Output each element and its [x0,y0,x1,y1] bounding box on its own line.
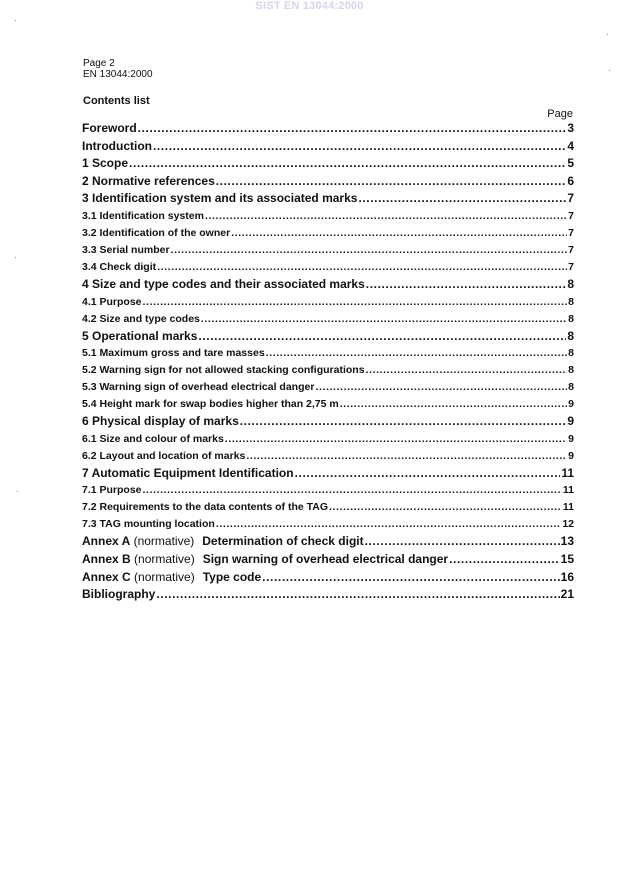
scan-speck: · [16,487,19,496]
toc-entry-title: Annex A (normative) Determination of check digit [82,534,364,549]
dot-leader [153,138,566,156]
toc-entry[interactable] [82,173,574,191]
toc-page-number: 9 [567,414,574,429]
toc-entry[interactable] [82,242,574,259]
toc-entry-title: Bibliography [82,587,156,602]
dot-leader [216,173,567,191]
toc-entry[interactable] [82,431,574,448]
dot-leader [266,345,567,362]
toc-entry-title: 7.1 Purpose [82,484,142,497]
toc-entry[interactable] [82,551,574,569]
toc-entry[interactable] [82,225,574,242]
toc-entry[interactable] [82,396,574,413]
toc-page-number: 11 [562,484,574,497]
scan-speck: · [14,253,17,262]
dot-leader [315,379,567,396]
dot-leader [240,413,567,431]
toc-entry-title: 2 Normative references [82,173,215,188]
dot-leader [366,276,567,294]
toc-page-number: 8 [567,276,574,291]
toc-page-number: 8 [568,347,574,360]
toc-entry-title: 5.2 Warning sign for not allowed stacking configurations [82,364,365,377]
toc-entry-title: 4.2 Size and type codes [82,312,200,325]
toc-page-number: 8 [568,312,574,325]
dot-leader [198,328,566,346]
dot-leader [216,516,562,533]
toc-entry[interactable] [82,586,574,604]
toc-entry[interactable] [82,345,574,362]
annex-normative-label: (normative) [130,569,195,584]
dot-leader [340,396,567,413]
dot-leader [246,448,567,465]
toc-page-number: 7 [568,209,574,222]
dot-leader [157,259,567,276]
toc-entry-title: 6 Physical display of marks [82,414,239,429]
toc-entry[interactable] [82,155,574,173]
annex-title: Type code [202,569,262,584]
toc-page-number: 5 [567,156,574,171]
toc-page-number: 15 [560,551,574,566]
dot-leader [138,120,567,138]
toc-page-number: 7 [568,226,574,239]
toc-page-number: 21 [560,587,574,602]
toc-entry[interactable] [82,138,574,156]
toc-entry[interactable] [82,499,574,516]
dot-leader [358,190,566,208]
toc-entry[interactable] [82,362,574,379]
toc-entry[interactable] [82,328,574,346]
dot-leader [365,533,560,551]
dot-leader [156,586,559,604]
dot-leader [449,551,560,569]
toc-entry[interactable] [82,516,574,533]
toc-page-number: 9 [568,432,574,445]
toc-entry-title: 3.1 Identification system [82,209,204,222]
toc-page-number: 7 [568,243,574,256]
toc-page-number: 8 [568,364,574,377]
toc-entry-title: 3.4 Check digit [82,260,157,273]
dot-leader [129,155,566,173]
dot-leader [366,362,568,379]
toc-entry-title: 4 Size and type codes and their associated marks [82,276,365,291]
toc-entry-title: 3.2 Identification of the owner [82,226,231,239]
toc-page-number: 11 [561,465,574,480]
toc-page-number: 3 [567,121,574,135]
annex-title: Determination of check digit [202,534,364,549]
toc-entry[interactable] [82,294,574,311]
dot-leader [225,431,567,448]
toc-entry-title: Introduction [82,138,152,153]
watermark: SIST EN 13044:2000 [255,0,364,12]
dot-leader [201,311,567,328]
toc-page-number: 8 [567,328,574,343]
dot-leader [143,482,562,499]
toc-entry[interactable] [82,465,574,483]
toc-entry[interactable] [82,448,574,465]
toc-page-number: 11 [562,501,574,514]
toc-entry-title: 5.4 Height mark for swap bodies higher than 2,75 m [82,398,339,411]
toc-page-number: 16 [560,569,574,584]
contents-title: Contents list [83,95,150,107]
toc-page-number: 7 [568,260,574,273]
toc-entry[interactable] [82,190,574,208]
toc-page-number: 8 [568,295,574,308]
toc-entry-title: Annex B (normative) Sign warning of overhead electrical danger [82,551,449,566]
toc-entry-title: 7 Automatic Equipment Identification [82,465,294,480]
toc-entry-title: 7.2 Requirements to the data contents of the TAG [82,501,329,514]
toc-page-number: 9 [568,449,574,462]
toc-entry-title: 5 Operational marks [82,328,198,343]
toc-entry-title: 6.1 Size and colour of marks [82,432,224,445]
toc-page-number: 4 [567,138,574,153]
page-column-heading: Page [547,108,573,120]
annex-normative-label: (normative) [130,534,195,549]
toc-entry[interactable] [82,120,574,138]
page-header [83,58,153,80]
dot-leader [262,569,559,587]
toc-entry[interactable] [82,569,574,587]
annex-title: Sign warning of overhead electrical danger [202,551,449,566]
table-of-contents [82,120,574,604]
toc-entry[interactable] [82,311,574,328]
dot-leader [143,294,568,311]
dot-leader [329,499,562,516]
toc-entry-title: 4.1 Purpose [82,295,142,308]
page-number: Page 2 [83,58,115,69]
toc-page-number: 12 [562,518,574,531]
toc-entry-title: 7.3 TAG mounting location [82,518,215,531]
toc-page-number: 9 [568,398,574,411]
toc-page-number: 7 [567,191,574,206]
toc-entry[interactable] [82,379,574,396]
toc-entry-title: 6.2 Layout and location of marks [82,449,246,462]
toc-entry-title: 5.1 Maximum gross and tare masses [82,347,265,360]
toc-entry-title: 5.3 Warning sign of overhead electrical danger [82,381,315,394]
toc-entry[interactable] [82,259,574,276]
dot-leader [295,465,561,483]
dot-leader [231,225,567,242]
toc-entry-title: Foreword [82,121,137,135]
toc-entry-title: 1 Scope [82,156,129,171]
toc-entry[interactable] [82,276,574,294]
toc-entry[interactable] [82,208,574,225]
scan-speck: · [608,66,611,75]
toc-entry-title: Annex C (normative) Type code [82,569,262,584]
scan-speck: · [14,16,17,25]
toc-entry[interactable] [82,413,574,431]
toc-entry-title: 3.3 Serial number [82,243,170,256]
standard-number: EN 13044:2000 [83,69,153,80]
toc-entry[interactable] [82,482,574,499]
dot-leader [171,242,568,259]
toc-page-number: 6 [567,173,574,188]
dot-leader [205,208,567,225]
toc-entry-title: 3 Identification system and its associated marks [82,191,358,206]
scan-speck: · [606,30,609,39]
annex-normative-label: (normative) [130,551,195,566]
toc-entry[interactable] [82,533,574,551]
toc-page-number: 13 [560,534,574,549]
toc-page-number: 8 [568,381,574,394]
